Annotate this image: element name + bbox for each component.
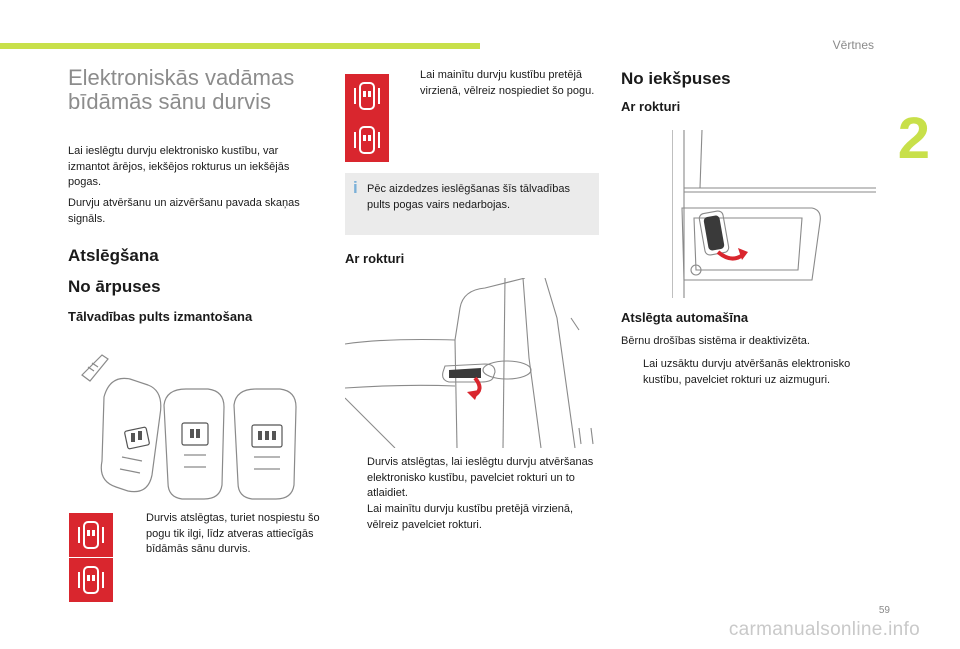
- sliding-door-icon: [69, 558, 113, 602]
- page-title: Elektroniskās vadāmas bīdāmās sānu durvis: [68, 65, 295, 114]
- bullet-inside: Lai uzsāktu durvju atvēršanās elektronisko kustību, pavelciet rokturi uz aizmuguri.: [643, 358, 851, 386]
- heading-handle-outside: Ar rokturi: [345, 251, 405, 266]
- intro-text: Lai ieslēgtu durvju elektronisko kustību, var izmantot ārējos, iekšējos rokturus un iekšējās pogas.: [68, 145, 290, 188]
- watermark: carmanualsonline.info: [728, 619, 920, 640]
- heading-outside: No ārpuses: [68, 277, 161, 296]
- chapter-number: 2: [897, 106, 930, 171]
- door-handle-illustration: [345, 278, 599, 448]
- bullet-reverse: Lai mainītu durvju kustību pretējā virzienā, vēlreiz nospiediet šo pogu.: [420, 69, 595, 97]
- heading-unlocking: Atslēgšana: [68, 246, 159, 265]
- signal-text: Durvju atvēršanu un aizvēršanu pavada skaņas signāls.: [68, 197, 300, 225]
- section-label: Vērtnes: [832, 38, 874, 52]
- bullet-handle-2: Lai mainītu durvju kustību pretējā virzienā, vēlreiz pavelciet rokturi.: [367, 503, 574, 531]
- key-fob-illustration: [68, 345, 308, 505]
- info-icon: i: [353, 178, 358, 197]
- sliding-door-icon: [345, 118, 389, 162]
- child-safety-text: Bērnu drošības sistēma ir deaktivizēta.: [621, 335, 810, 347]
- info-text: Pēc aizdedzes ieslēgšanas šīs tālvadības pults pogas vairs nedarbojas.: [367, 183, 571, 211]
- page-number: 59: [878, 605, 890, 616]
- heading-inside: No iekšpuses: [621, 69, 731, 88]
- heading-locked-car: Atslēgta automašīna: [621, 310, 749, 325]
- info-box: [345, 173, 599, 235]
- accent-bar: [0, 43, 480, 49]
- bullet-remote: Durvis atslēgtas, turiet nospiestu šo pogu tik ilgi, līdz atveras attiecīgās bīdāmās sānu durvis.: [146, 512, 320, 555]
- heading-remote: Tālvadības pults izmantošana: [68, 309, 253, 324]
- sliding-door-icon: [345, 74, 389, 118]
- sliding-door-icon: [69, 513, 113, 557]
- heading-handle-inside: Ar rokturi: [621, 99, 681, 114]
- bullet-handle-1: Durvis atslēgtas, lai ieslēgtu durvju atvēršanas elektronisko kustību, pavelciet rokturi un to atlaidiet.: [367, 456, 594, 499]
- interior-handle-illustration: [672, 130, 876, 298]
